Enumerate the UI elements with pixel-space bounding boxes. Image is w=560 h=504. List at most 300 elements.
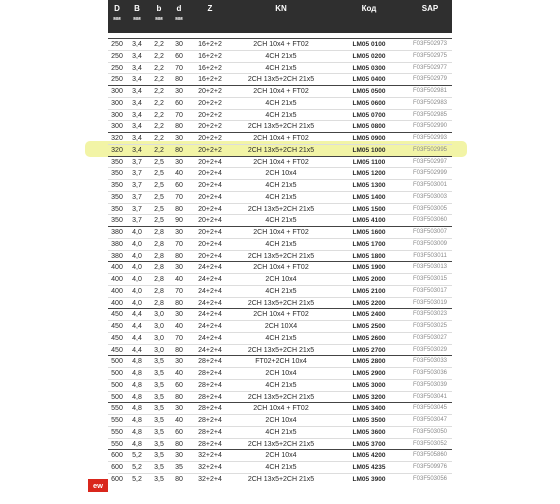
table-row: [108, 414, 452, 426]
cell-b: 3,4: [132, 146, 142, 154]
cell-z: 16+2+2: [198, 52, 222, 60]
cell-b: 2,8: [154, 276, 164, 283]
cell-d: 40: [175, 417, 183, 424]
cell-d: 320: [111, 135, 123, 142]
cell-b: 3,7: [132, 182, 142, 189]
cell-sap: F03F503011: [413, 252, 447, 259]
cell-b: 4,8: [132, 417, 142, 424]
cell-kn: 2CH 13x5+2CH 21x5: [247, 123, 315, 131]
cell-b: 2,5: [154, 193, 164, 201]
cell-d: 400: [111, 299, 123, 307]
table-row: [108, 344, 452, 356]
cell-b: 4,8: [132, 428, 142, 436]
cell-sap: F03F503045: [412, 405, 448, 412]
cell-d: 600: [111, 452, 123, 460]
cell-d: 80: [175, 346, 183, 354]
table-row: [108, 62, 452, 74]
cell-b: 2,2: [154, 64, 164, 72]
header-kod: Код: [361, 4, 377, 13]
cell-d: 380: [111, 252, 123, 260]
cell-kod: LM05 2200: [352, 299, 386, 307]
cell-b: 3,5: [154, 393, 164, 401]
cell-kod: LM05 1200: [352, 170, 386, 178]
cell-d: 30: [175, 264, 183, 272]
cell-b: 2,2: [154, 88, 164, 95]
cell-d: 80: [175, 299, 183, 307]
cell-z: 28+2+4: [198, 370, 222, 377]
cell-z: 20+2+2: [198, 123, 222, 131]
cell-b: 2,5: [154, 205, 164, 213]
cell-b: 3,5: [154, 370, 164, 377]
cell-d: 30: [175, 41, 183, 48]
cell-b: 2,2: [154, 52, 164, 60]
cell-d: 350: [111, 205, 123, 213]
table-row: [108, 214, 452, 226]
cell-d: 600: [111, 464, 123, 471]
cell-z: 32+2+4: [198, 475, 222, 483]
cell-z: 24+2+4: [198, 323, 222, 330]
cell-kn: 4CH 21x5: [265, 287, 297, 295]
cell-sap: F03F503013: [412, 264, 448, 271]
unit-d-small: мм: [175, 16, 183, 22]
cell-kod: LM05 3000: [352, 381, 386, 389]
cell-sap: F03F502981: [412, 88, 448, 94]
cell-d: 250: [111, 41, 123, 48]
cell-d: 350: [111, 182, 123, 189]
cell-d: 350: [111, 217, 123, 225]
cell-z: 20+2+2: [198, 135, 222, 142]
cell-d: 70: [175, 287, 183, 295]
cell-d: 30: [175, 405, 183, 413]
cell-z: 24+2+4: [198, 287, 222, 295]
table-row: [108, 156, 452, 168]
cell-kod: LM05 3200: [352, 393, 386, 401]
cell-b: 4,0: [132, 240, 142, 248]
cell-kod: LM05 3600: [352, 428, 386, 436]
cell-z: 20+2+4: [198, 252, 222, 260]
cell-sap: F03F503056: [412, 475, 448, 482]
cell-b: 2,8: [154, 229, 164, 236]
cell-b: 3,0: [154, 323, 164, 330]
cell-d: 40: [175, 323, 183, 330]
cell-kn: 2CH 10x4: [265, 417, 297, 424]
cell-kod: LM05 4200: [352, 452, 386, 460]
cell-sap: F03F503033: [412, 358, 448, 365]
cell-z: 20+2+4: [198, 205, 222, 213]
cell-kod: LM05 3400: [352, 405, 386, 413]
cell-b: 3,7: [132, 170, 142, 178]
cell-sap: F03F503019: [412, 299, 448, 306]
cell-d: 80: [175, 393, 183, 401]
cell-z: 16+2+2: [198, 64, 222, 72]
cell-kn: 2CH 13x5+2CH 21x5: [247, 299, 315, 307]
cell-z: 28+2+4: [198, 358, 222, 366]
cell-d: 250: [111, 52, 123, 60]
cell-b: 4,8: [132, 358, 142, 366]
cell-z: 24+2+4: [198, 311, 222, 319]
cell-z: 20+2+4: [198, 229, 222, 236]
cell-kn: 2CH 13x5+2CH 21x5: [247, 205, 315, 213]
cell-kn: 2CH 13x5+2CH 21x5: [247, 76, 315, 84]
table-row: [108, 391, 452, 403]
cell-d: 30: [175, 452, 183, 460]
cell-sap: F03F502983: [412, 99, 448, 106]
cell-z: 32+2+4: [198, 452, 222, 460]
cell-b: 4,8: [132, 393, 142, 401]
cell-b: 2,2: [154, 123, 164, 131]
header-d: D: [114, 4, 120, 13]
cell-b: 4,8: [132, 381, 142, 389]
cell-d: 450: [111, 311, 123, 319]
cell-b: 3,0: [154, 334, 164, 342]
cell-b: 2,5: [154, 170, 164, 178]
cell-d: 350: [111, 158, 123, 166]
cell-b: 4,0: [132, 276, 142, 283]
cell-d: 30: [175, 229, 183, 236]
cell-d: 550: [111, 428, 123, 436]
table-row: [108, 449, 452, 461]
cell-kod: LM05 4100: [352, 217, 386, 225]
cell-z: 28+2+4: [198, 428, 222, 436]
cell-sap: F03F503017: [412, 287, 448, 294]
cell-sap: F03F503023: [412, 311, 448, 318]
cell-b: 4,0: [132, 252, 142, 260]
cell-kn: 2CH 10x4 + FT02: [253, 229, 309, 236]
cell-b: 3,7: [132, 158, 142, 166]
cell-d: 350: [111, 170, 123, 178]
cell-kod: LM05 1100: [352, 158, 386, 166]
table-row: [108, 308, 452, 320]
table-row: [108, 250, 452, 262]
cell-kod: LM05 2500: [352, 323, 386, 330]
cell-kn: 2CH 10x4: [265, 452, 297, 460]
table-row: [108, 379, 452, 391]
cell-sap: F03F502977: [412, 64, 448, 71]
cell-sap: F03F503047: [412, 417, 448, 423]
cell-d: 35: [175, 464, 183, 471]
cell-d: 30: [175, 311, 183, 319]
cell-sap: F03F503052: [412, 440, 448, 447]
cell-d: 30: [175, 135, 183, 142]
cell-b: 3,5: [154, 428, 164, 436]
cell-kod: LM05 3700: [352, 440, 386, 448]
cell-z: 20+2+2: [198, 99, 222, 107]
cell-b: 3,4: [132, 41, 142, 48]
header-z: Z: [207, 4, 213, 13]
cell-d: 60: [175, 99, 183, 107]
cell-b: 4,0: [132, 229, 142, 236]
cell-sap: F03F503041: [412, 393, 448, 400]
table-row: [108, 426, 452, 438]
cell-kn: 2CH 10x4 + FT02: [253, 405, 309, 413]
table-row: [108, 402, 452, 414]
cell-z: 32+2+4: [198, 464, 222, 471]
cell-d: 500: [111, 393, 123, 401]
cell-kn: 2CH 10x4 + FT02: [253, 264, 309, 272]
cell-z: 20+2+4: [198, 217, 222, 225]
cell-kn: 4CH 21x5: [265, 428, 297, 436]
cell-kod: LM05 0900: [352, 135, 386, 142]
cell-kn: 2CH 10X4: [264, 323, 298, 330]
cell-d: 600: [111, 475, 123, 483]
cell-z: 24+2+4: [198, 299, 222, 307]
cell-b: 3,7: [132, 193, 142, 201]
cell-d: 30: [175, 158, 183, 166]
cell-sap: F03F503060: [412, 217, 448, 224]
cell-sap: F03F502990: [412, 123, 448, 130]
cell-kod: LM05 1500: [352, 205, 386, 213]
cell-d: 500: [111, 381, 123, 389]
table-row: [108, 120, 452, 132]
cell-b: 5,2: [132, 475, 142, 483]
cell-z: 24+2+4: [198, 334, 222, 342]
cell-sap: F03F502993: [412, 135, 448, 141]
new-badge: ew: [88, 479, 108, 492]
cell-kn: 4CH 21x5: [265, 64, 297, 72]
cell-b: 3,5: [154, 464, 164, 471]
cell-kod: LM05 2100: [352, 287, 386, 295]
table-row: [108, 226, 452, 238]
cell-d: 300: [111, 123, 123, 131]
cell-z: 20+2+4: [198, 158, 222, 166]
cell-d: 60: [175, 381, 183, 389]
table-row: [108, 73, 452, 85]
cell-kod: LM05 1800: [352, 252, 386, 260]
cell-z: 20+2+2: [198, 111, 222, 119]
cell-kod: LM05 2900: [352, 370, 386, 377]
cell-kod: LM05 0100: [352, 41, 386, 48]
cell-b: 2,2: [154, 99, 164, 107]
cell-b: 3,4: [132, 123, 142, 131]
cell-kod: LM05 0500: [352, 88, 386, 95]
cell-b: 5,2: [132, 464, 142, 471]
cell-b: 4,0: [132, 264, 142, 272]
cell-kod: LM05 2800: [352, 358, 386, 366]
cell-b: 3,5: [154, 381, 164, 389]
cell-kod: LM05 0200: [352, 52, 386, 60]
table-row: [108, 50, 452, 62]
cell-b: 3,7: [132, 217, 142, 225]
table-row: [108, 38, 452, 50]
unit-d: мм: [113, 16, 121, 22]
cell-b: 3,5: [154, 475, 164, 483]
cell-d: 40: [175, 276, 183, 283]
cell-kod: LM05 0700: [352, 111, 386, 119]
table-row: [108, 438, 452, 450]
cell-b: 2,2: [154, 146, 164, 154]
cell-d: 550: [111, 440, 123, 448]
cell-b: 3,4: [132, 99, 142, 107]
cell-b: 3,4: [132, 64, 142, 72]
cell-kn: 2CH 13x5+2CH 21x5: [247, 440, 315, 448]
cell-kn: 4CH 21x5: [265, 193, 297, 201]
cell-z: 20+2+4: [198, 182, 222, 189]
cell-kod: LM05 1600: [352, 229, 386, 236]
cell-b: 3,5: [154, 417, 164, 424]
cell-kn: 2CH 13x5+2CH 21x5: [247, 475, 315, 483]
table-row: [108, 191, 452, 203]
cell-sap: F03F502995: [412, 146, 448, 153]
cell-z: 24+2+4: [198, 264, 222, 272]
cell-b: 4,8: [132, 370, 142, 377]
cell-d: 30: [175, 358, 183, 366]
cell-d: 500: [111, 358, 123, 366]
cell-d: 450: [111, 323, 123, 330]
cell-sap: F03F503003: [412, 193, 448, 200]
cell-sap: F03F502985: [412, 111, 448, 118]
cell-b: 4,4: [132, 346, 142, 354]
cell-d: 550: [111, 417, 123, 424]
unit-b: мм: [155, 16, 163, 22]
cell-b: 3,5: [154, 405, 164, 413]
cell-sap: F03F503009: [412, 240, 448, 247]
cell-b: 2,5: [154, 217, 164, 225]
cell-z: 20+2+4: [198, 240, 222, 248]
cell-d: 550: [111, 405, 123, 413]
cell-kn: 4CH 21x5: [265, 99, 297, 107]
cell-kod: LM05 2400: [352, 311, 386, 319]
cell-d: 400: [111, 287, 123, 295]
cell-d: 300: [111, 111, 123, 119]
cell-kn: 2CH 10x4 + FT02: [253, 88, 309, 95]
cell-kod: LM05 0800: [352, 123, 386, 131]
cell-d: 70: [175, 334, 183, 342]
cell-b: 3,5: [154, 440, 164, 448]
cell-kn: 4CH 21x5: [265, 334, 297, 342]
cell-kn: 4CH 21x5: [265, 182, 297, 189]
cell-b: 4,0: [132, 299, 142, 307]
cell-sap: F03F503015: [412, 276, 448, 282]
cell-sap: F03F503027: [412, 334, 448, 341]
cell-b: 5,2: [132, 452, 142, 460]
cell-z: 20+2+2: [198, 88, 222, 95]
cell-kod: LM05 1000: [352, 146, 386, 154]
cell-b: 2,8: [154, 299, 164, 307]
cell-z: 28+2+4: [198, 381, 222, 389]
cell-d: 40: [175, 370, 183, 377]
cell-b: 3,4: [132, 135, 142, 142]
cell-kn: 2CH 13x5+2CH 21x5: [247, 252, 315, 260]
cell-b: 3,4: [132, 52, 142, 60]
table-row: [108, 273, 452, 285]
cell-kod: LM05 4235: [352, 464, 386, 471]
table-row: [108, 144, 452, 156]
cell-d: 500: [111, 370, 123, 377]
cell-kod: LM05 1400: [352, 193, 386, 201]
header-d-small: d: [176, 4, 182, 13]
cell-d: 80: [175, 440, 183, 448]
table-row: [108, 261, 452, 273]
cell-b: 3,5: [154, 358, 164, 366]
cell-sap: F03F503007: [412, 229, 448, 235]
cell-sap: F03F503036: [412, 370, 448, 376]
cell-b: 4,4: [132, 334, 142, 342]
cell-kn: 4CH 21x5: [265, 381, 297, 389]
cell-sap: F03F503001: [412, 182, 448, 188]
cell-kod: LM05 0400: [352, 76, 386, 84]
cell-kod: LM05 2700: [352, 346, 386, 354]
cell-d: 60: [175, 428, 183, 436]
header-b: b: [156, 4, 162, 13]
cell-d: 80: [175, 252, 183, 260]
cell-d: 300: [111, 99, 123, 107]
cell-kod: LM05 3900: [352, 475, 386, 483]
table-row: [108, 367, 452, 379]
cell-b: 2,8: [154, 240, 164, 248]
cell-d: 80: [175, 146, 183, 154]
cell-b: 4,0: [132, 287, 142, 295]
cell-kn: 2CH 10x4: [265, 276, 297, 283]
cell-kod: LM05 1900: [352, 264, 386, 272]
table-row: [108, 85, 452, 97]
table-row: [108, 132, 452, 144]
cell-kod: LM05 0300: [352, 64, 386, 72]
cell-z: 24+2+4: [198, 276, 222, 283]
cell-sap: F03F503050: [412, 428, 448, 435]
cell-d: 80: [175, 76, 183, 84]
cell-z: 20+2+4: [198, 170, 222, 178]
cell-d: 90: [175, 217, 183, 225]
cell-b: 2,5: [154, 182, 164, 189]
cell-kn: 2CH 13x5+2CH 21x5: [247, 393, 315, 401]
cell-kn: 4CH 21x5: [265, 240, 297, 248]
cell-b: 2,8: [154, 252, 164, 260]
cell-b: 2,8: [154, 264, 164, 272]
cell-b: 2,2: [154, 76, 164, 84]
cell-d: 60: [175, 52, 183, 60]
cell-d: 250: [111, 64, 123, 72]
cell-kn: 4CH 21x5: [265, 52, 297, 60]
cell-sap: F03F502975: [412, 52, 448, 59]
cell-kn: 2CH 10x4: [265, 170, 297, 178]
cell-z: 20+2+4: [198, 193, 222, 201]
cell-kn: 4CH 21x5: [265, 217, 297, 225]
cell-sap: F03F503029: [412, 346, 448, 353]
cell-kod: LM05 1700: [352, 240, 386, 248]
cell-b: 2,2: [154, 135, 164, 142]
table-row: [108, 238, 452, 250]
cell-d: 450: [111, 334, 123, 342]
cell-d: 30: [175, 88, 183, 95]
cell-d: 70: [175, 193, 183, 201]
cell-z: 28+2+4: [198, 405, 222, 413]
cell-z: 20+2+2: [198, 146, 222, 154]
cell-b: 2,5: [154, 158, 164, 166]
cell-sap: F03F503039: [412, 381, 448, 388]
table-row: [108, 355, 452, 367]
cell-b: 4,4: [132, 323, 142, 330]
cell-kn: 2CH 13x5+2CH 21x5: [247, 346, 315, 354]
cell-kn: 4CH 21x5: [265, 464, 297, 471]
cell-kod: LM05 1300: [352, 182, 386, 189]
cell-kn: FT02+2CH 10x4: [255, 358, 307, 366]
cell-z: 24+2+4: [198, 346, 222, 354]
cell-d: 70: [175, 111, 183, 119]
cell-b: 3,7: [132, 205, 142, 213]
cell-d: 60: [175, 182, 183, 189]
cell-z: 16+2+2: [198, 41, 222, 48]
cell-d: 40: [175, 170, 183, 178]
cell-z: 28+2+4: [198, 440, 222, 448]
cell-d: 400: [111, 276, 123, 283]
cell-kn: 4CH 21x5: [265, 111, 297, 119]
table-row: [108, 297, 452, 309]
cell-kod: LM05 3500: [352, 417, 386, 424]
unit-b-big: мм: [133, 16, 141, 22]
table-row: [108, 97, 452, 109]
header-b-big: B: [134, 4, 140, 13]
cell-kn: 2CH 10x4 + FT02: [253, 41, 309, 48]
